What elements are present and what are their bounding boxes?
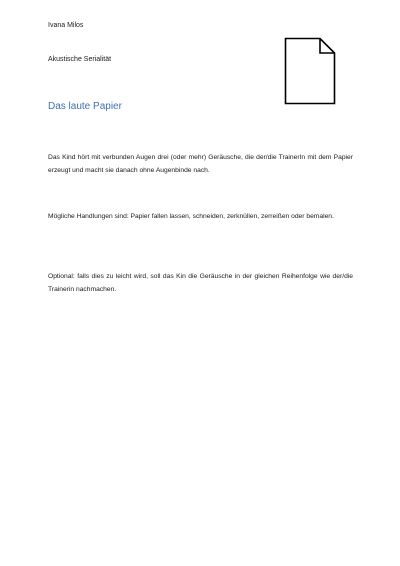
document-page-icon <box>284 37 336 105</box>
author-name: Ivana Milos <box>48 22 84 29</box>
paragraph-optional: Optional: falls dies zu leicht wird, soll das Kin die Geräusche in der gleichen Reihenfolge wie der/die Trainerin nachmachen. <box>48 273 353 293</box>
page-title: Das laute Papier <box>48 101 122 112</box>
project-title: Akustische Serialität <box>48 56 112 63</box>
paragraph-actions: Mögliche Handlungen sind: Papier fallen lassen, schneiden, zerknüllen, zerreißen oder bemalen. <box>48 213 334 220</box>
paragraph-instructions: Das Kind hört mit verbunden Augen drei (oder mehr) Geräusche, die der/die TrainerIn mit dem Papier erzeugt und macht sie danach ohne Augenbinde nach. <box>48 154 353 174</box>
